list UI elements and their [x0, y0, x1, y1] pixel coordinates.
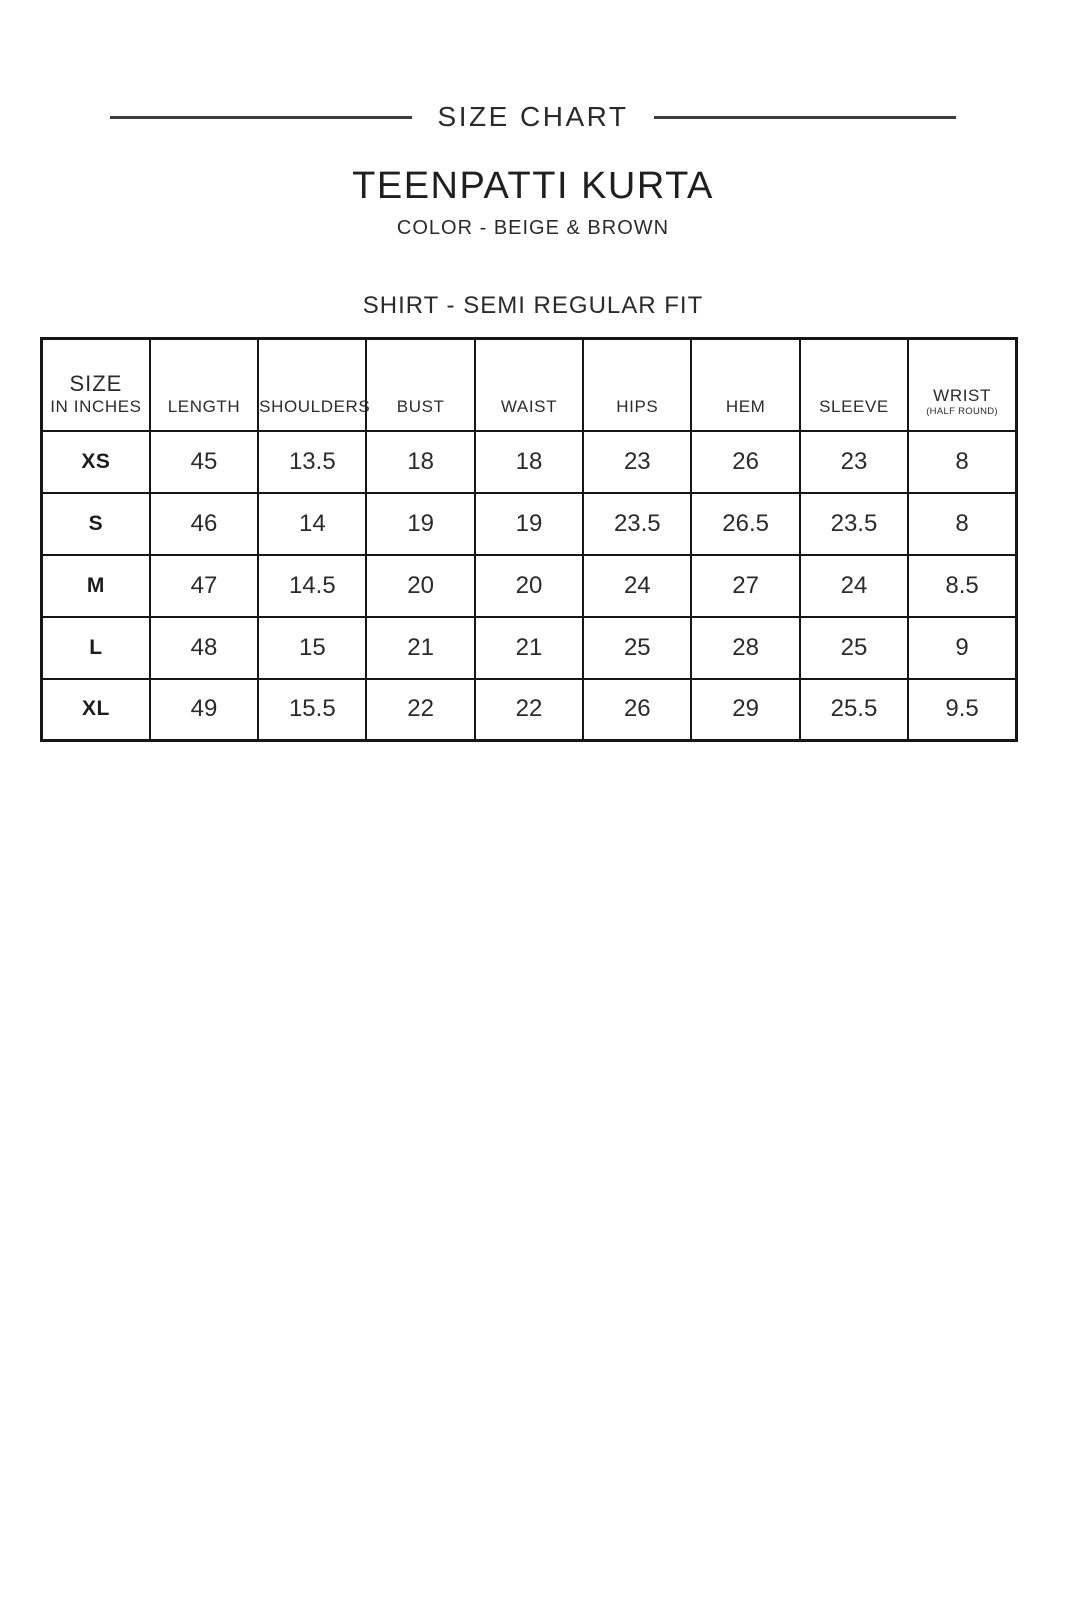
value-cell: 9.5 [908, 679, 1016, 741]
header-length: LENGTH [150, 339, 258, 431]
value-cell: 24 [800, 555, 908, 617]
value-cell: 8 [908, 431, 1016, 493]
value-cell: 48 [150, 617, 258, 679]
size-chart-table [40, 337, 1018, 742]
value-cell: 14.5 [258, 555, 366, 617]
value-cell: 15.5 [258, 679, 366, 741]
header-size-main: SIZE [69, 371, 123, 397]
value-cell: 25 [583, 617, 691, 679]
header-shoulders: SHOULDERS [258, 339, 366, 431]
header-wrist-sub: (HALF ROUND) [926, 405, 998, 417]
value-cell: 23.5 [800, 493, 908, 555]
value-cell: 27 [691, 555, 799, 617]
value-cell: 47 [150, 555, 258, 617]
page-title: SIZE CHART [437, 101, 629, 132]
size-label: XS [42, 431, 150, 493]
size-label: L [42, 617, 150, 679]
header-size-sub: IN INCHES [50, 396, 142, 416]
value-cell: 24 [583, 555, 691, 617]
value-cell: 25.5 [800, 679, 908, 741]
value-cell: 25 [800, 617, 908, 679]
value-cell: 8.5 [908, 555, 1016, 617]
value-cell: 19 [366, 493, 474, 555]
value-cell: 19 [475, 493, 583, 555]
header-sleeve: SLEEVE [800, 339, 908, 431]
table-row-m [42, 555, 1017, 617]
product-color-line: COLOR - BEIGE & BROWN [396, 217, 670, 239]
value-cell: 22 [366, 679, 474, 741]
header-waist: WAIST [475, 339, 583, 431]
title-rule-right [654, 116, 956, 119]
value-cell: 26 [691, 431, 799, 493]
value-cell: 23 [800, 431, 908, 493]
product-name: TEENPATTI KURTA [352, 165, 714, 207]
size-label: M [42, 555, 150, 617]
value-cell: 18 [475, 431, 583, 493]
value-cell: 23 [583, 431, 691, 493]
value-cell: 23.5 [583, 493, 691, 555]
value-cell: 26.5 [691, 493, 799, 555]
value-cell: 14 [258, 493, 366, 555]
size-label: XL [42, 679, 150, 741]
value-cell: 21 [475, 617, 583, 679]
value-cell: 21 [366, 617, 474, 679]
header-hem: HEM [691, 339, 799, 431]
header-wrist-main: WRIST [933, 385, 991, 405]
header-size-in-inches [42, 339, 150, 431]
value-cell: 8 [908, 493, 1016, 555]
value-cell: 26 [583, 679, 691, 741]
value-cell: 18 [366, 431, 474, 493]
title-row [0, 101, 1066, 133]
value-cell: 20 [366, 555, 474, 617]
header-bust: BUST [366, 339, 474, 431]
value-cell: 46 [150, 493, 258, 555]
header-hips: HIPS [583, 339, 691, 431]
table-row-xl [42, 679, 1017, 741]
value-cell: 22 [475, 679, 583, 741]
table-row-s [42, 493, 1017, 555]
value-cell: 15 [258, 617, 366, 679]
value-cell: 28 [691, 617, 799, 679]
header-row [42, 339, 1017, 431]
value-cell: 29 [691, 679, 799, 741]
value-cell: 45 [150, 431, 258, 493]
value-cell: 13.5 [258, 431, 366, 493]
title-rule-left [110, 116, 412, 119]
header-wrist [908, 339, 1016, 431]
fit-description: SHIRT - SEMI REGULAR FIT [362, 292, 704, 319]
table-body [42, 431, 1017, 741]
value-cell: 20 [475, 555, 583, 617]
value-cell: 9 [908, 617, 1016, 679]
table-header [42, 339, 1017, 431]
table-row-xs [42, 431, 1017, 493]
size-label: S [42, 493, 150, 555]
value-cell: 49 [150, 679, 258, 741]
table-row-l [42, 617, 1017, 679]
